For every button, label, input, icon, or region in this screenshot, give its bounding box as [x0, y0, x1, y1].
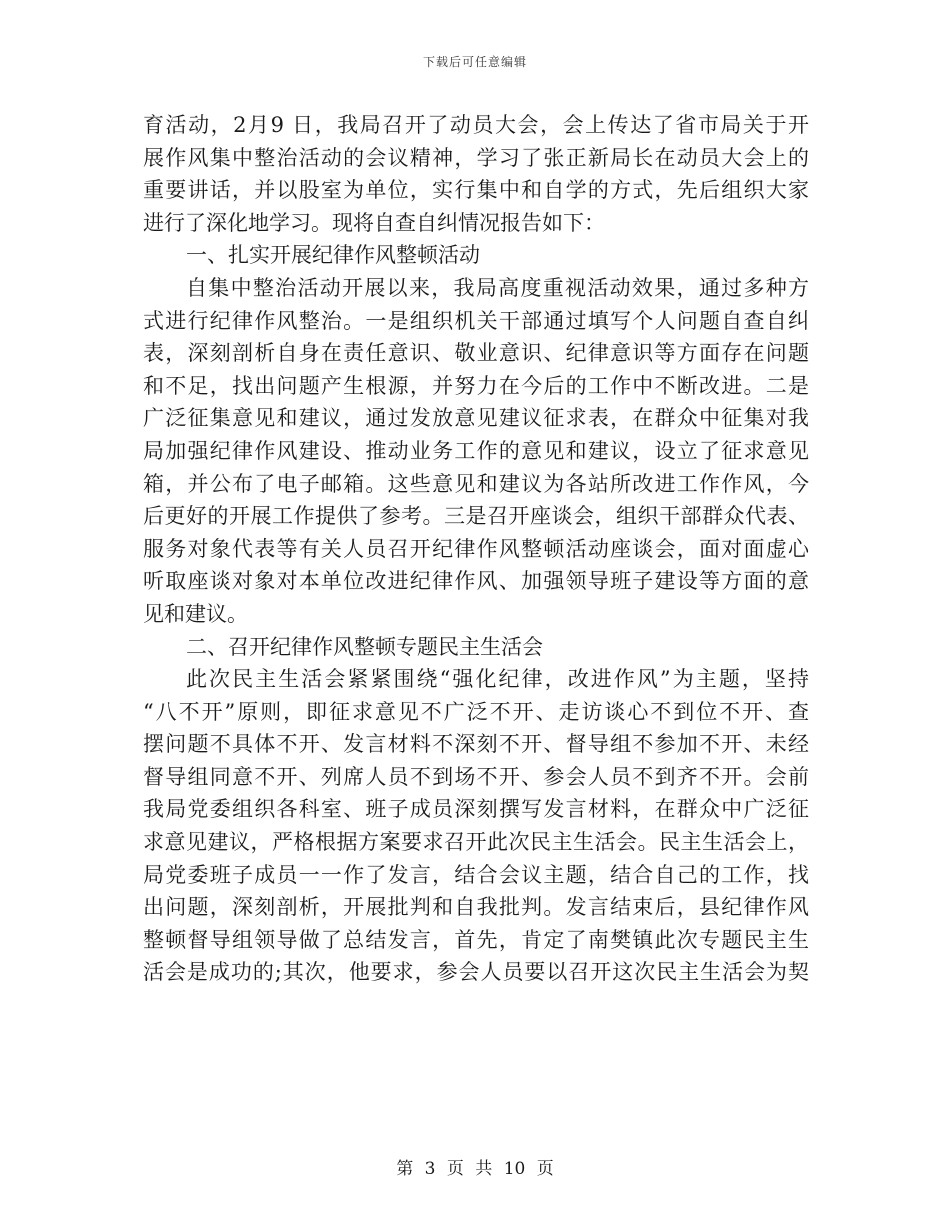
body-line: 摆问题不具体不开、发言材料不深刻不开、督导组不参加不开、未经	[143, 732, 809, 757]
body-line: 服务对象代表等有关人员召开纪律作风整顿活动座谈会，面对面虚心	[143, 536, 809, 561]
body-line: “八不开”原则，即征求意见不广泛不开、走访谈心不到位不开、查	[143, 699, 809, 724]
body-line: 自集中整治活动开展以来，我局高度重视活动效果，通过多种方	[186, 275, 809, 300]
body-line: 局加强纪律作风建设、推动业务工作的意见和建议，设立了征求意见	[143, 438, 809, 463]
body-line: 求意见建议，严格根据方案要求召开此次民主生活会。民主生活会上，	[143, 830, 809, 855]
body-line: 局党委班子成员一一作了发言，结合会议主题，结合自己的工作，找	[143, 862, 809, 887]
section-heading-1: 一、扎实开展纪律作风整顿活动	[186, 243, 480, 268]
body-line: 听取座谈对象对本单位改进纪律作风、加强领导班子建设等方面的意	[143, 569, 809, 594]
body-line: 后更好的开展工作提供了参考。三是召开座谈会，组织干部群众代表、	[143, 504, 809, 529]
body-line: 出问题，深刻剖析，开展批判和自我批判。发言结束后，县纪律作风	[143, 895, 809, 920]
document-body	[143, 109, 809, 989]
body-line: 式进行纪律作风整治。一是组织机关干部通过填写个人问题自查自纠	[143, 308, 809, 333]
body-line: 见和建议。	[143, 601, 248, 626]
body-line: 我局党委组织各科室、班子成员深刻撰写发言材料，在群众中广泛征	[143, 797, 809, 822]
page-number-footer: 第 3 页 共 10 页	[396, 1159, 554, 1179]
body-line: 和不足，找出问题产生根源，并努力在今后的工作中不断改进。二是	[143, 373, 809, 398]
body-line: 整顿督导组领导做了总结发言，首先，肯定了南樊镇此次专题民主生	[143, 927, 809, 952]
body-line: 展作风集中整治活动的会议精神，学习了张正新局长在动员大会上的	[143, 145, 809, 170]
body-line: 进行了深化地学习。现将自查自纠情况报告如下：	[143, 210, 605, 235]
body-line: 广泛征集意见和建议，通过发放意见建议征求表，在群众中征集对我	[143, 406, 809, 431]
body-line: 督导组同意不开、列席人员不到场不开、参会人员不到齐不开。会前	[143, 764, 809, 789]
body-line: 此次民主生活会紧紧围绕“强化纪律，改进作风”为主题，坚持	[186, 667, 809, 692]
body-line: 箱，并公布了电子邮箱。这些意见和建议为各站所改进工作作风，今	[143, 471, 809, 496]
page-header: 下载后可任意编辑	[422, 55, 527, 69]
body-line: 活会是成功的;其次，他要求，参会人员要以召开这次民主生活会为契	[143, 960, 809, 985]
section-heading-2: 二、召开纪律作风整顿专题民主生活会	[186, 634, 543, 659]
body-line: 育活动，2月9 日，我局召开了动员大会，会上传达了省市局关于开	[143, 113, 809, 137]
body-line: 重要讲话，并以股室为单位，实行集中和自学的方式，先后组织大家	[143, 178, 809, 203]
body-line: 表，深刻剖析自身在责任意识、敬业意识、纪律意识等方面存在问题	[143, 341, 809, 366]
